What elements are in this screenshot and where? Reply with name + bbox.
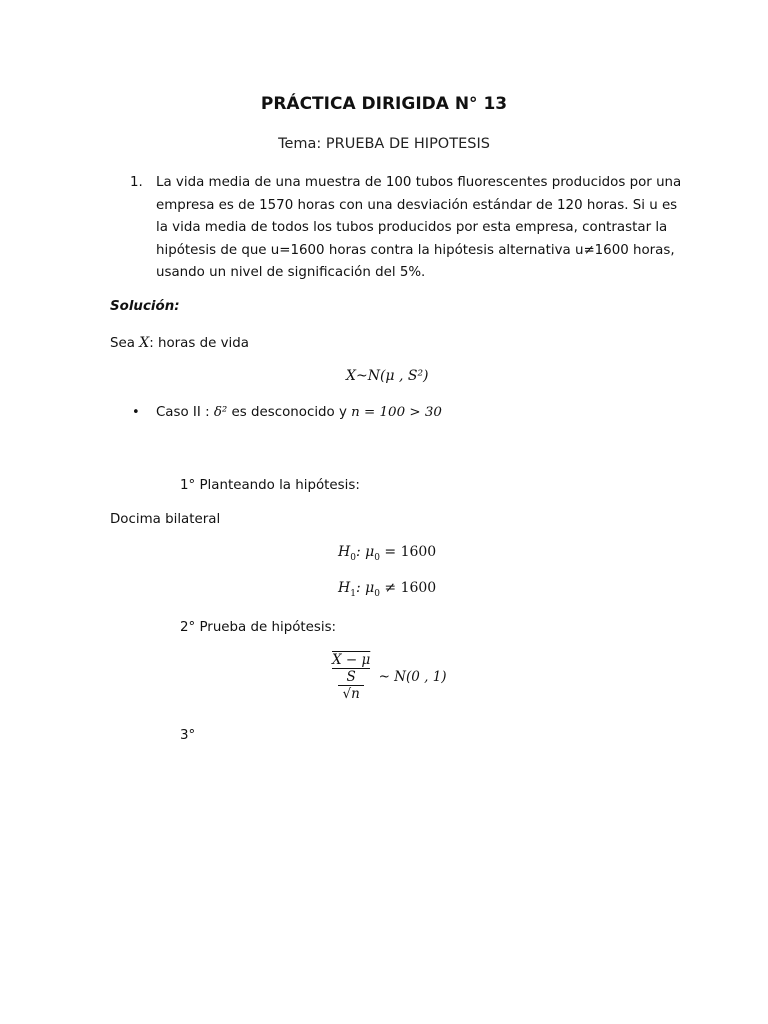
- h1-mu: : μ: [355, 580, 375, 596]
- statistic-fraction: [332, 652, 370, 702]
- h0-sub: 0: [350, 552, 356, 563]
- test-statistic: [332, 652, 447, 702]
- h1-mu-sub: 0: [374, 588, 380, 599]
- solution-label: Solución:: [110, 299, 180, 314]
- problem-line-2: empresa es de 1570 horas con una desviación estándar de 120 horas. Si u es: [156, 197, 678, 213]
- case-condition: n = 100 > 30: [351, 405, 442, 420]
- h0-label: H: [338, 544, 351, 560]
- problem-line-5: usando un nivel de significación del 5%.: [156, 265, 426, 281]
- variable-description: : horas de vida: [149, 336, 249, 351]
- h1-sub: 1: [350, 588, 356, 599]
- variable-x: X: [139, 335, 150, 351]
- topic-subtitle: Tema: PRUEBA DE HIPOTESIS: [278, 136, 490, 152]
- alternative-hypothesis: [338, 580, 436, 599]
- case-delta: δ²: [213, 405, 228, 420]
- problem-number: 1.: [130, 175, 143, 190]
- case-prefix: Caso II :: [155, 405, 214, 420]
- variable-definition: [110, 335, 249, 351]
- case-middle: es desconocido y: [227, 405, 352, 420]
- statistic-distribution: ~ N(0 , 1): [378, 668, 447, 685]
- problem-line-1: La vida media de una muestra de 100 tubos fluorescentes producidos por una: [156, 175, 682, 190]
- step-2-heading: 2° Prueba de hipótesis:: [180, 620, 337, 635]
- h0-mu-sub: 0: [374, 552, 380, 563]
- inner-fraction: [332, 669, 370, 702]
- docima-label: Docima bilateral: [110, 512, 221, 527]
- h1-label: H: [338, 580, 351, 596]
- page-title: PRÁCTICA DIRIGIDA N° 13: [260, 94, 508, 114]
- h0-value: = 1600: [379, 544, 437, 560]
- null-hypothesis: [338, 544, 436, 563]
- statistic-denominator-bottom: √n: [342, 686, 360, 702]
- statistic-numerator: X − μ: [332, 652, 371, 668]
- step-1-heading: 1° Planteando la hipótesis:: [180, 478, 360, 493]
- step-3-heading: 3°: [180, 728, 196, 743]
- problem-line-4: hipótesis de que u=1600 horas contra la hipótesis alternativa u≠1600 horas,: [156, 242, 675, 258]
- statistic-denominator-top: S: [346, 669, 356, 685]
- bullet-icon: •: [132, 405, 140, 420]
- case-bullet-item: [132, 405, 442, 420]
- problem-statement: [130, 172, 682, 285]
- h0-mu: : μ: [355, 544, 375, 560]
- problem-line-3: la vida media de todos los tubos producidos por esta empresa, contrastar la: [156, 220, 668, 236]
- distribution-formula: X~N(μ , S²): [346, 368, 429, 384]
- sea-prefix: Sea: [110, 336, 135, 351]
- h1-value: ≠ 1600: [379, 580, 437, 596]
